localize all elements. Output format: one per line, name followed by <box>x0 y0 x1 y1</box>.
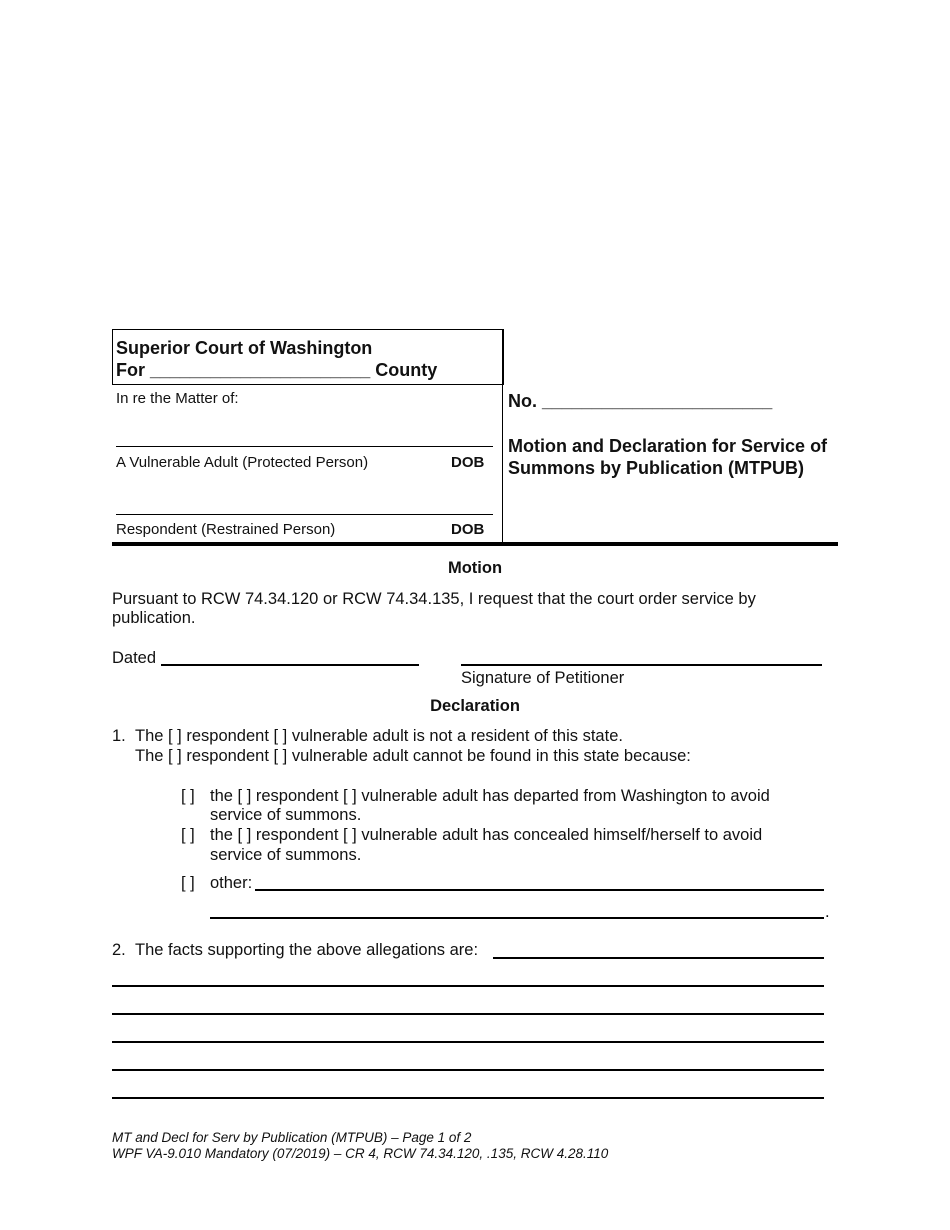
court-line2 <box>116 359 437 381</box>
option-concealed-line2: service of summons. <box>210 846 362 864</box>
option-other-checkbox[interactable]: [ ] <box>181 874 195 892</box>
footer-line1: MT and Decl for Serv by Publication (MTPUB) – Page 1 of 2 <box>112 1130 472 1145</box>
in-re-label: In re the Matter of: <box>116 390 239 407</box>
item1-line2: The [ ] respondent [ ] vulnerable adult cannot be found in this state because: <box>135 747 691 765</box>
option-concealed-checkbox[interactable]: [ ] <box>181 826 195 844</box>
caption-rule <box>112 384 503 385</box>
dated-field[interactable] <box>161 664 419 666</box>
court-county: County <box>375 360 438 380</box>
footer-line2: WPF VA-9.010 Mandatory (07/2019) – CR 4, RCW 74.34.120, .135, RCW 4.28.110 <box>112 1146 609 1161</box>
respondent-name-line[interactable] <box>116 514 493 515</box>
option-departed-line1: the [ ] respondent [ ] vulnerable adult has departed from Washington to avoid <box>210 787 770 805</box>
dated-label: Dated <box>112 649 157 667</box>
facts-field-line1[interactable] <box>493 957 824 959</box>
page-footer <box>112 1130 608 1162</box>
caption-bottom-rule <box>112 542 838 546</box>
signature-label: Signature of Petitioner <box>461 669 625 687</box>
item1-line1: The [ ] respondent [ ] vulnerable adult is not a resident of this state. <box>135 727 623 745</box>
item1-number: 1. <box>112 727 126 745</box>
other-period: . <box>825 903 830 921</box>
option-other-label: other: <box>210 874 253 892</box>
court-for: For <box>116 360 145 380</box>
county-blank[interactable]: ______________________ <box>150 360 371 380</box>
facts-field-line2[interactable] <box>112 985 824 987</box>
protected-person-label: A Vulnerable Adult (Protected Person) <box>116 454 369 471</box>
case-caption <box>112 329 838 545</box>
other-field-line1[interactable] <box>255 889 824 891</box>
item2-text: The facts supporting the above allegations are: <box>135 941 479 959</box>
respondent-dob-label: DOB <box>451 521 485 538</box>
caption-divider <box>502 329 503 542</box>
facts-field-line5[interactable] <box>112 1069 824 1071</box>
case-number[interactable]: No. _______________________ <box>508 391 773 411</box>
document-title: Motion and Declaration for Service of Summons by Publication (MTPUB) <box>508 436 828 478</box>
option-departed-line2: service of summons. <box>210 806 362 824</box>
facts-field-line3[interactable] <box>112 1013 824 1015</box>
item2-number: 2. <box>112 941 126 959</box>
other-field-line2[interactable] <box>210 917 824 919</box>
protected-dob-label: DOB <box>451 454 485 471</box>
court-line1: Superior Court of Washington <box>116 338 373 358</box>
option-departed-checkbox[interactable]: [ ] <box>181 787 195 805</box>
respondent-label: Respondent (Restrained Person) <box>116 521 336 538</box>
motion-heading: Motion <box>447 559 503 577</box>
declaration-heading: Declaration <box>430 697 520 715</box>
protected-person-name-line[interactable] <box>116 446 493 447</box>
facts-field-line6[interactable] <box>112 1097 824 1099</box>
motion-text-line2: publication. <box>112 609 196 627</box>
court-name <box>116 337 437 381</box>
facts-field-line4[interactable] <box>112 1041 824 1043</box>
signature-line[interactable] <box>461 664 822 666</box>
option-concealed-line1: the [ ] respondent [ ] vulnerable adult has concealed himself/herself to avoid <box>210 826 763 844</box>
motion-text-line1: Pursuant to RCW 74.34.120 or RCW 74.34.135, I request that the court order service by <box>112 590 756 608</box>
